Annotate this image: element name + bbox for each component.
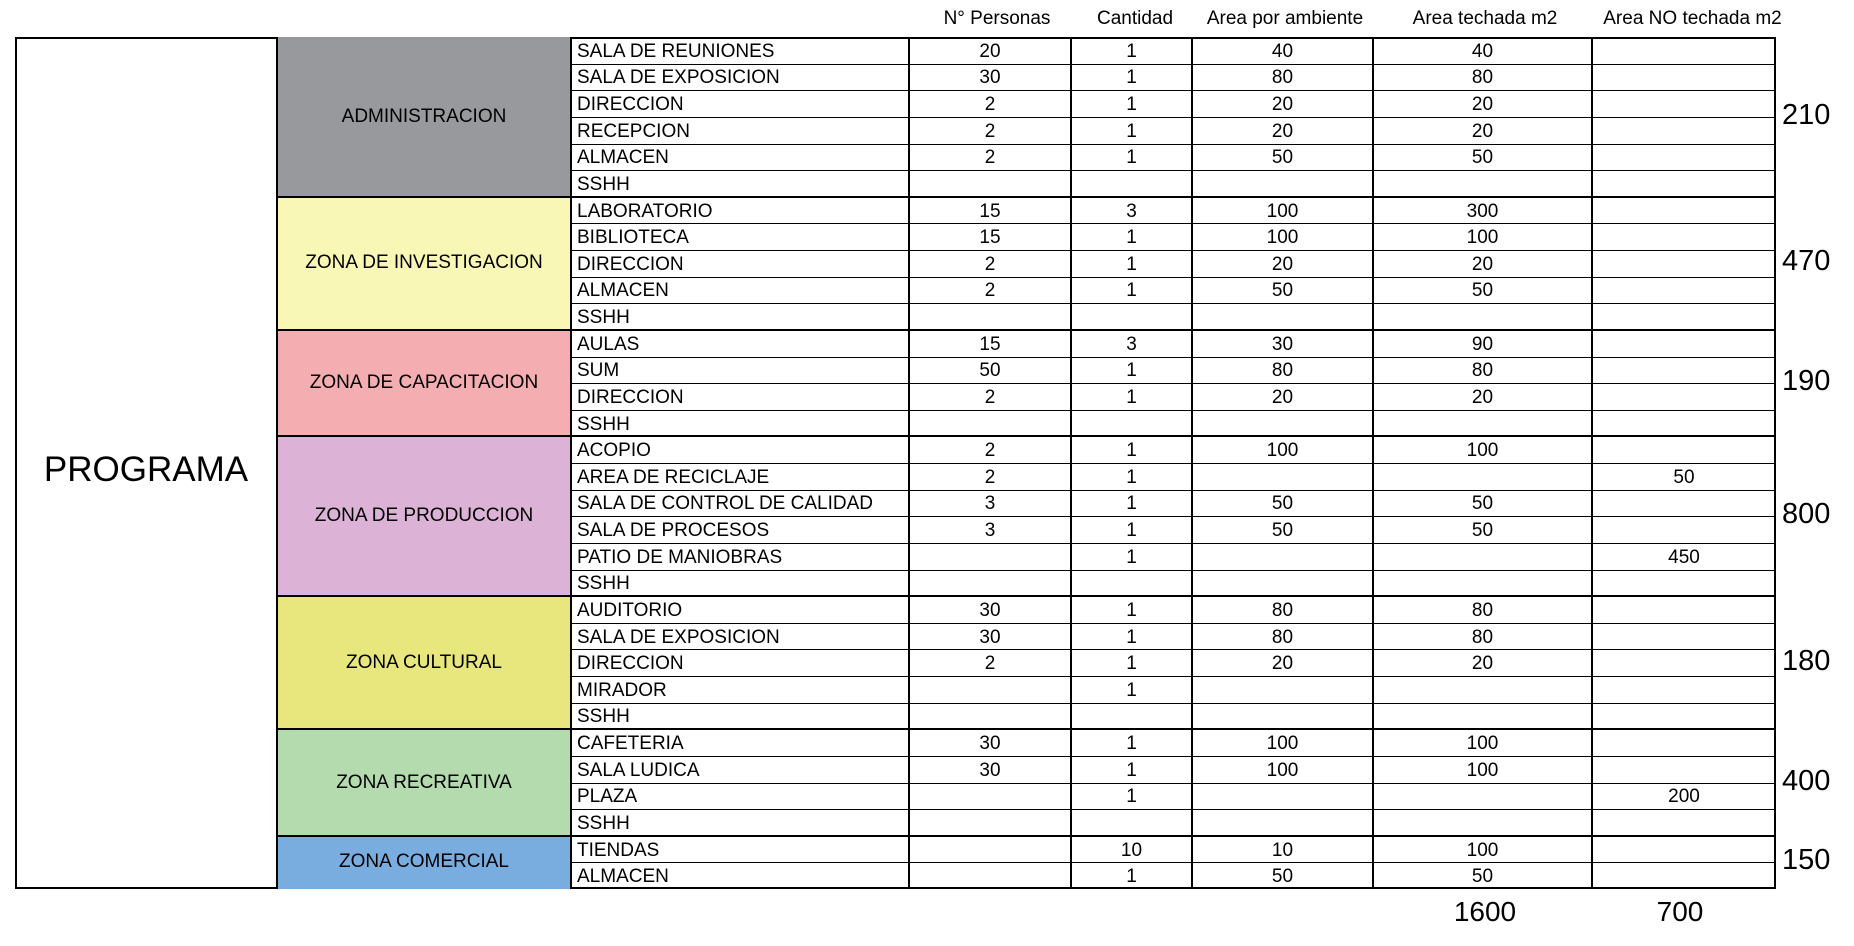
row-area: 100 — [1266, 227, 1299, 249]
row-area-techada: 100 — [1466, 227, 1499, 249]
row-name: ALMACEN — [577, 147, 669, 169]
row-name: SSHH — [577, 173, 630, 195]
row-name: ALMACEN — [577, 866, 669, 888]
row-cantidad: 1 — [1126, 866, 1137, 888]
zone-total: 470 — [1782, 245, 1831, 278]
row-line — [571, 623, 1776, 624]
row-area-techada: 20 — [1471, 253, 1494, 275]
row-cantidad: 3 — [1126, 200, 1137, 222]
row-personas: 15 — [979, 333, 1001, 355]
zone-line — [277, 595, 1776, 597]
row-area-techada: 40 — [1471, 40, 1494, 62]
row-area: 30 — [1271, 333, 1294, 355]
row-line — [571, 570, 1776, 571]
row-line — [571, 862, 1776, 863]
zone-label: ZONA DE INVESTIGACION — [277, 197, 571, 330]
row-personas: 15 — [979, 227, 1001, 249]
row-line — [571, 809, 1776, 810]
zone-total: 190 — [1782, 365, 1831, 398]
row-cantidad: 1 — [1126, 360, 1137, 382]
zone-total: 150 — [1782, 844, 1831, 877]
zone-total: 180 — [1782, 644, 1831, 677]
row-line — [571, 223, 1776, 224]
row-name: SALA DE REUNIONES — [577, 40, 775, 62]
row-cantidad: 1 — [1126, 386, 1137, 408]
row-name: SSHH — [577, 413, 630, 435]
row-personas: 30 — [979, 759, 1001, 781]
row-cantidad: 1 — [1126, 599, 1137, 621]
row-name: DIRECCION — [577, 94, 684, 116]
row-line — [571, 64, 1776, 65]
row-line — [571, 357, 1776, 358]
row-cantidad: 1 — [1126, 626, 1137, 648]
row-personas: 2 — [984, 653, 996, 675]
row-cantidad: 1 — [1126, 227, 1137, 249]
row-area: 40 — [1271, 40, 1294, 62]
column-line — [1372, 37, 1374, 889]
row-area-techada: 100 — [1466, 839, 1499, 861]
row-area: 50 — [1271, 520, 1294, 542]
row-cantidad: 1 — [1126, 759, 1137, 781]
row-name: SSHH — [577, 706, 630, 728]
zone-label: ZONA CULTURAL — [277, 596, 571, 729]
row-line — [571, 90, 1776, 91]
zone-total: 800 — [1782, 498, 1831, 531]
row-name: LABORATORIO — [577, 200, 713, 222]
row-name: CAFETERIA — [577, 733, 684, 755]
row-personas: 2 — [984, 386, 996, 408]
row-cantidad: 1 — [1126, 546, 1137, 568]
zone-label: ZONA DE PRODUCCION — [277, 436, 571, 596]
row-name: PLAZA — [577, 786, 638, 808]
column-line — [908, 37, 910, 889]
row-name: SUM — [577, 360, 620, 382]
row-personas: 15 — [979, 200, 1001, 222]
row-personas: 2 — [984, 280, 996, 302]
row-name: DIRECCION — [577, 386, 684, 408]
row-area-techada: 100 — [1466, 759, 1499, 781]
row-area-techada: 80 — [1471, 67, 1494, 89]
row-area: 50 — [1271, 493, 1294, 515]
row-line — [571, 490, 1776, 491]
row-area: 100 — [1266, 200, 1299, 222]
total-no-techada: 700 — [1656, 896, 1704, 927]
row-name: DIRECCION — [577, 253, 684, 275]
header-personas: N° Personas — [943, 8, 1051, 29]
row-personas: 30 — [979, 626, 1001, 648]
row-area: 50 — [1271, 866, 1294, 888]
row-line — [571, 516, 1776, 517]
row-name: MIRADOR — [577, 679, 667, 701]
row-line — [571, 303, 1776, 304]
row-personas: 20 — [979, 40, 1001, 62]
zone-line — [277, 435, 1776, 437]
row-name: ALMACEN — [577, 280, 669, 302]
column-line — [276, 37, 278, 889]
row-cantidad: 1 — [1126, 520, 1137, 542]
row-area-techada: 80 — [1471, 599, 1494, 621]
row-name: DIRECCION — [577, 653, 684, 675]
row-cantidad: 10 — [1120, 839, 1143, 861]
row-cantidad: 3 — [1126, 333, 1137, 355]
row-line — [571, 117, 1776, 118]
row-personas: 2 — [984, 94, 996, 116]
row-line — [571, 703, 1776, 704]
row-name: BIBLIOTECA — [577, 227, 689, 249]
row-line — [571, 383, 1776, 384]
row-line — [571, 170, 1776, 171]
row-area-techada: 80 — [1471, 626, 1494, 648]
row-name: SSHH — [577, 812, 630, 834]
zone-line — [277, 728, 1776, 730]
row-name: AULAS — [577, 333, 640, 355]
row-name: SSHH — [577, 573, 630, 595]
row-area: 80 — [1271, 599, 1294, 621]
row-area-no-techada: 450 — [1668, 546, 1700, 568]
row-name: SALA DE EXPOSICION — [577, 67, 780, 89]
row-name: ACOPIO — [577, 440, 651, 462]
row-personas: 2 — [984, 120, 996, 142]
row-cantidad: 1 — [1126, 67, 1137, 89]
row-area-techada: 100 — [1466, 733, 1499, 755]
column-line — [570, 37, 572, 889]
row-area: 20 — [1271, 253, 1294, 275]
row-personas: 2 — [984, 466, 996, 488]
row-area-techada: 50 — [1471, 280, 1494, 302]
row-name: PATIO DE MANIOBRAS — [577, 546, 783, 568]
row-area: 50 — [1271, 280, 1294, 302]
row-name: TIENDAS — [577, 839, 660, 861]
row-cantidad: 1 — [1126, 147, 1137, 169]
row-line — [571, 410, 1776, 411]
row-area-techada: 50 — [1471, 866, 1494, 888]
zone-label: ZONA COMERCIAL — [277, 836, 571, 889]
row-name: AUDITORIO — [577, 599, 683, 621]
row-area-techada: 50 — [1471, 493, 1494, 515]
row-area: 20 — [1271, 120, 1294, 142]
zone-label: ZONA RECREATIVA — [277, 729, 571, 836]
row-cantidad: 1 — [1126, 653, 1137, 675]
row-cantidad: 1 — [1126, 280, 1137, 302]
row-area: 100 — [1266, 733, 1299, 755]
row-cantidad: 1 — [1126, 733, 1137, 755]
row-name: SSHH — [577, 307, 630, 329]
row-area: 10 — [1271, 839, 1294, 861]
row-area-techada: 20 — [1471, 386, 1494, 408]
zone-label: ZONA DE CAPACITACION — [277, 330, 571, 437]
row-personas: 30 — [979, 599, 1001, 621]
row-cantidad: 1 — [1126, 40, 1137, 62]
row-line — [571, 144, 1776, 145]
row-cantidad: 1 — [1126, 679, 1137, 701]
row-name: SALA LUDICA — [577, 759, 700, 781]
row-line — [571, 277, 1776, 278]
row-line — [571, 783, 1776, 784]
row-area-techada: 100 — [1466, 440, 1499, 462]
row-name: SALA DE EXPOSICION — [577, 626, 780, 648]
row-cantidad: 1 — [1126, 493, 1137, 515]
row-line — [571, 649, 1776, 650]
row-area-techada: 20 — [1471, 653, 1494, 675]
header-area-no-techada: Area NO techada m2 — [1603, 8, 1782, 29]
row-cantidad: 1 — [1126, 466, 1137, 488]
row-area: 80 — [1271, 626, 1294, 648]
row-cantidad: 1 — [1126, 120, 1137, 142]
row-line — [571, 543, 1776, 544]
row-area: 20 — [1271, 653, 1294, 675]
row-area-no-techada: 200 — [1668, 786, 1700, 808]
row-cantidad: 1 — [1126, 94, 1137, 116]
header-area-ambiente: Area por ambiente — [1206, 8, 1364, 29]
row-personas: 30 — [979, 733, 1001, 755]
row-area-techada: 20 — [1471, 94, 1494, 116]
row-area-techada: 50 — [1471, 520, 1494, 542]
column-line — [1591, 37, 1593, 889]
zone-line — [277, 835, 1776, 837]
zone-line — [277, 196, 1776, 198]
row-line — [571, 250, 1776, 251]
row-area: 20 — [1271, 94, 1294, 116]
zone-total: 210 — [1782, 98, 1831, 131]
row-line — [571, 756, 1776, 757]
row-area: 80 — [1271, 67, 1294, 89]
row-area: 80 — [1271, 360, 1294, 382]
programa-label: PROGRAMA — [43, 450, 249, 489]
row-name: AREA DE RECICLAJE — [577, 466, 770, 488]
row-area-techada: 300 — [1466, 200, 1499, 222]
zone-line — [277, 329, 1776, 331]
row-area-techada: 20 — [1471, 120, 1494, 142]
column-line — [1070, 37, 1072, 889]
row-name: SALA DE PROCESOS — [577, 520, 770, 542]
column-line — [1191, 37, 1193, 889]
row-line — [571, 676, 1776, 677]
row-personas: 2 — [984, 253, 996, 275]
header-cantidad: Cantidad — [1096, 8, 1174, 29]
zone-total: 400 — [1782, 764, 1831, 797]
row-personas: 2 — [984, 440, 996, 462]
row-personas: 30 — [979, 67, 1001, 89]
row-personas: 2 — [984, 147, 996, 169]
row-personas: 3 — [984, 493, 996, 515]
row-area: 20 — [1271, 386, 1294, 408]
row-area-no-techada: 50 — [1673, 466, 1695, 488]
row-cantidad: 1 — [1126, 253, 1137, 275]
row-line — [571, 463, 1776, 464]
row-cantidad: 1 — [1126, 786, 1137, 808]
row-area: 100 — [1266, 759, 1299, 781]
row-cantidad: 1 — [1126, 440, 1137, 462]
row-area-techada: 50 — [1471, 147, 1494, 169]
zone-label: ADMINISTRACION — [277, 37, 571, 197]
row-personas: 3 — [984, 520, 996, 542]
header-area-techada: Area techada m2 — [1412, 8, 1558, 29]
row-personas: 50 — [979, 360, 1001, 382]
row-area: 100 — [1266, 440, 1299, 462]
row-area-techada: 90 — [1471, 333, 1494, 355]
row-name: SALA DE CONTROL DE CALIDAD — [577, 493, 873, 515]
row-area-techada: 80 — [1471, 360, 1494, 382]
row-area: 50 — [1271, 147, 1294, 169]
row-name: RECEPCION — [577, 120, 690, 142]
total-techada: 1600 — [1453, 896, 1517, 927]
